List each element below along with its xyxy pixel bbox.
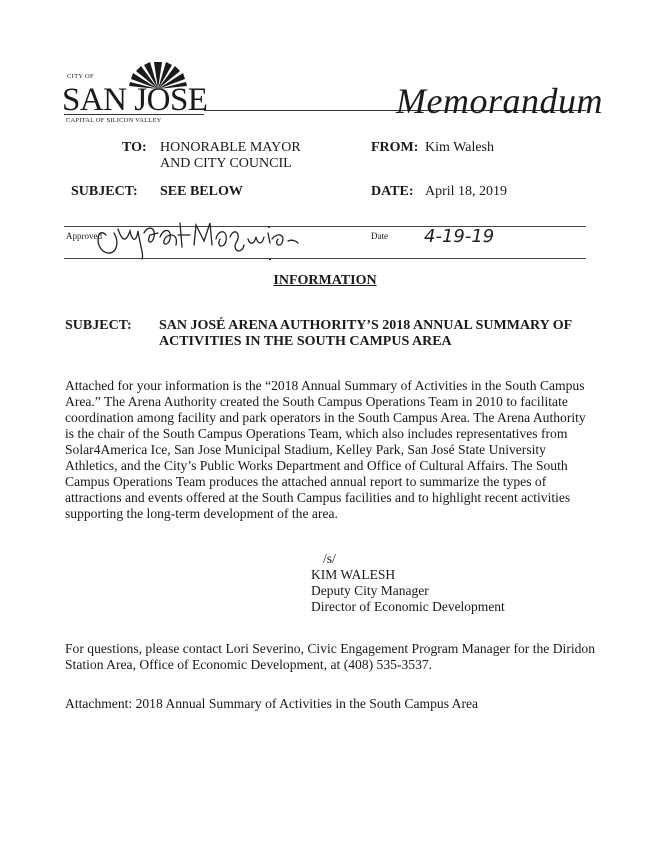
body-line: is the chair of the South Campus Operations Team, which also includes representatives from bbox=[65, 426, 568, 441]
from-label: FROM: bbox=[371, 140, 419, 155]
body-paragraph bbox=[65, 378, 585, 522]
contact-line: For questions, please contact Lori Severino, Civic Engagement Program Manager for the Diridon bbox=[65, 641, 596, 656]
signature-title-1: Deputy City Manager bbox=[311, 583, 429, 598]
body-line: Campus Operations Team produces the attached annual report to summarize the types of bbox=[65, 474, 547, 489]
logo-tagline: CAPITAL OF SILICON VALLEY bbox=[66, 117, 162, 124]
header-subject-value: SEE BELOW bbox=[160, 184, 243, 199]
date-value: April 18, 2019 bbox=[425, 184, 508, 199]
logo-san-jose: SAN JOSE bbox=[62, 82, 208, 118]
attachment-line: Attachment: 2018 Annual Summary of Activities in the South Campus Area bbox=[65, 696, 479, 711]
signature-name: KIM WALESH bbox=[311, 567, 396, 582]
to-label: TO: bbox=[122, 140, 147, 155]
handwritten-date bbox=[420, 220, 500, 252]
body-line: attractions and events offered at the South Campus facilities and to highlight recent activities bbox=[65, 490, 571, 505]
body-line: Solar4America Ice, San Jose Municipal Stadium, Kelley Park, San José State University bbox=[65, 442, 546, 457]
signature-scribble bbox=[92, 215, 322, 261]
subject-line-2: ACTIVITIES IN THE SOUTH CAMPUS AREA bbox=[159, 334, 452, 349]
header-subject-label: SUBJECT: bbox=[71, 184, 138, 199]
to-line-1: HONORABLE MAYOR bbox=[160, 140, 301, 155]
information-heading: INFORMATION bbox=[273, 273, 377, 288]
approval-bottom-rule bbox=[64, 258, 586, 259]
logo-rule bbox=[64, 114, 204, 115]
from-value: Kim Walesh bbox=[425, 140, 494, 155]
memo-title: Memorandum bbox=[396, 81, 603, 121]
approved-label: Approved bbox=[66, 231, 102, 241]
to-line-2: AND CITY COUNCIL bbox=[160, 156, 292, 171]
body-line: supporting the long-term development of the area. bbox=[65, 506, 338, 521]
date-label: DATE: bbox=[371, 184, 414, 199]
body-line: Athletics, and the City’s Public Works Department and Office of Cultural Affairs. The South bbox=[65, 458, 568, 473]
signature-slash: /s/ bbox=[323, 551, 336, 566]
contact-paragraph bbox=[65, 641, 596, 673]
subject-label: SUBJECT: bbox=[65, 318, 132, 333]
subject-line-1: SAN JOSÉ ARENA AUTHORITY’S 2018 ANNUAL SUMMARY OF bbox=[159, 318, 573, 333]
approval-date-label: Date bbox=[371, 231, 388, 241]
body-line: Attached for your information is the “2018 Annual Summary of Activities in the South Campus bbox=[65, 378, 585, 393]
logo-city-of: CITY OF bbox=[67, 73, 94, 80]
signature-title-2: Director of Economic Development bbox=[311, 599, 505, 614]
contact-line: Station Area, Office of Economic Development, at (408) 535-3537. bbox=[65, 657, 433, 672]
body-line: coordination among facility and park operators in the South Campus Area. The Arena Authority bbox=[65, 410, 586, 425]
svg-text:4-19-19: 4-19-19 bbox=[424, 226, 495, 247]
body-line: Area.” The Arena Authority created the South Campus Operations Team in 2010 to facilitate bbox=[65, 394, 568, 409]
